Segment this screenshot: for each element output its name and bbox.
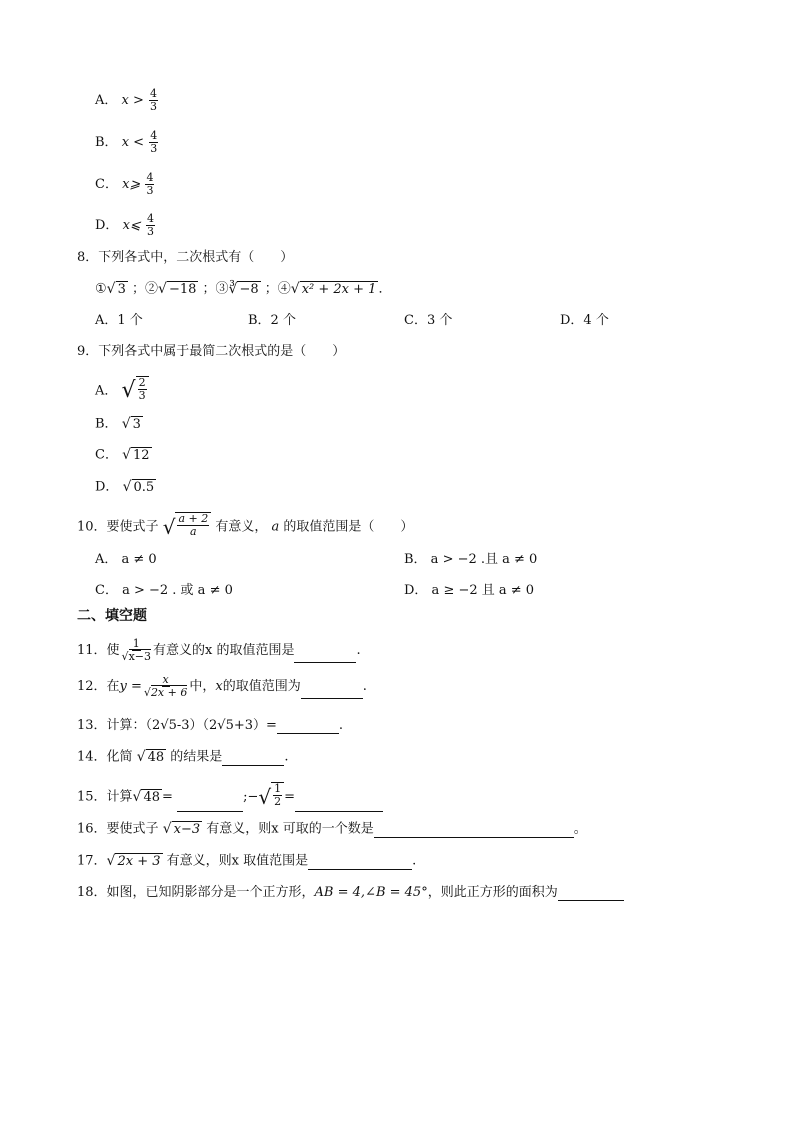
denominator: 3 [138, 389, 146, 402]
sqrt: √ 3 [121, 416, 141, 432]
fraction [149, 130, 158, 155]
q8-option-a: A．1 个 [95, 313, 143, 328]
period: . [356, 643, 361, 658]
variable: x [215, 679, 223, 694]
item-mark: ；② [132, 281, 159, 297]
q8-items [95, 281, 391, 298]
fraction [149, 88, 158, 113]
q9-option-c [95, 447, 152, 464]
option-expr: x⩾ [122, 177, 141, 192]
stem-text: 10．要使式子 [77, 519, 159, 535]
option-expr: x < [121, 135, 145, 150]
option-expr: x⩽ [122, 218, 141, 233]
fraction [145, 172, 154, 197]
stem-text: 12．在 [77, 679, 120, 694]
stem-text: ，则此正方形的面积为 [427, 885, 558, 900]
q7-option-a [95, 88, 159, 113]
option-letter: D． [95, 218, 119, 233]
numerator: a + 2 [178, 512, 209, 525]
radicand: x² + 2x + 1 [301, 282, 377, 297]
option-letter: B． [95, 135, 118, 150]
numerator: 4 [150, 87, 158, 100]
option-letter: C． [95, 177, 118, 192]
answer-blank[interactable] [558, 887, 624, 901]
denominator: 3 [146, 184, 154, 197]
sqrt: √ x² + 2x + 1 [290, 281, 377, 297]
fraction [121, 638, 152, 663]
denominator: 3 [150, 100, 158, 113]
item-mark: ；④ [264, 281, 291, 297]
sqrt: √ $\frac{2}{3}$ [122, 376, 149, 406]
q18 [77, 885, 624, 901]
period: 。 [573, 821, 587, 837]
denominator: a [190, 525, 197, 538]
answer-blank[interactable] [222, 752, 284, 766]
answer-blank[interactable] [294, 649, 356, 663]
period: . [284, 749, 289, 765]
cube-root: ∛ −8 [228, 281, 259, 297]
q8-option-b: B．2 个 [248, 313, 296, 328]
q10-option-b: B． a > −2 .且 a ≠ 0 [404, 552, 538, 567]
numerator: 4 [146, 212, 154, 225]
q17 [77, 853, 416, 870]
radicand: 3 [117, 282, 126, 297]
fraction [177, 513, 209, 538]
q10-option-d: D． a ≥ −2 且 a ≠ 0 [404, 583, 535, 598]
denominator: 3 [146, 225, 154, 238]
equals: = [284, 789, 295, 805]
sqrt: √ 3 [106, 281, 126, 297]
option-letter: A． [95, 383, 118, 399]
sqrt: √ 48 [136, 749, 165, 765]
period: . [362, 679, 367, 694]
q7-option-c [95, 172, 155, 197]
option-letter: D． [95, 479, 119, 495]
answer-blank[interactable] [177, 798, 243, 812]
radicand: x−3 [173, 822, 201, 837]
numerator: 4 [146, 171, 154, 184]
denominator: √2x + 6 [143, 686, 188, 699]
q12 [77, 674, 367, 699]
stem-text: 有意义，则x 取值范围是 [166, 853, 309, 869]
separator: ;− [243, 789, 259, 805]
q10-option-a: A． a ≠ 0 [95, 552, 157, 567]
numerator: 4 [150, 129, 158, 142]
sqrt: √ $\frac{1}{2}$ [258, 782, 284, 812]
period: . [338, 718, 344, 733]
answer-blank[interactable] [301, 685, 363, 699]
q10-option-c: C． a > −2 . 或 a ≠ 0 [95, 583, 233, 598]
q9-stem: 9．下列各式中属于最简二次根式的是（ ） [77, 344, 346, 359]
period: ． [378, 281, 392, 297]
radicand: 12 [133, 448, 150, 463]
section-title: 二、填空题 [77, 608, 147, 624]
option-expr: x > [121, 93, 144, 108]
radicand: 48 [143, 790, 161, 805]
radicand: −18 [168, 282, 197, 297]
radicand: 2x + 3 [117, 854, 161, 869]
q10-stem [77, 512, 413, 542]
numerator: 1 [132, 637, 140, 650]
denominator: √x−3 [121, 650, 151, 663]
sqrt: √ x−3 [162, 821, 201, 837]
item-mark: ；③ [202, 281, 229, 297]
numerator: 2 [138, 376, 146, 389]
fraction [143, 674, 188, 699]
sqrt: √ 48 [132, 789, 161, 805]
q7-option-b [95, 130, 159, 155]
radicand: 3 [132, 417, 141, 432]
answer-blank[interactable] [308, 856, 412, 870]
option-letter: B． [95, 416, 118, 432]
math-expr: AB = 4,∠B = 45° [314, 885, 428, 900]
q13 [77, 718, 343, 734]
fraction [273, 783, 282, 808]
answer-blank[interactable] [295, 798, 383, 812]
variable: a [271, 519, 280, 535]
q7-option-d [95, 213, 156, 238]
stem-text: 18．如图，已知阴影部分是一个正方形， [77, 885, 315, 900]
item-mark: ① [95, 281, 107, 297]
q14 [77, 749, 288, 766]
q11 [77, 638, 361, 663]
stem-text: 的取值范围为 [222, 679, 301, 694]
fraction [146, 213, 155, 238]
q15 [77, 782, 383, 812]
equals: = [162, 789, 173, 805]
q8-option-c: C．3 个 [404, 313, 453, 328]
option-letter: C． [95, 447, 118, 463]
option-letter: A． [95, 93, 118, 108]
stem-text: 有意义， [215, 519, 268, 535]
stem-text: 13．计算：（2√5-3）（2√5+3）= [77, 718, 277, 733]
denominator: 3 [150, 142, 158, 155]
sqrt: √ 2x + 3 [106, 853, 161, 869]
stem-text: 有意义，则x 可取的一个数是 [206, 821, 374, 837]
sqrt: √ $\frac{a + 2}{a}$ [163, 512, 212, 542]
sqrt: √ 12 [122, 447, 150, 463]
q9-option-d [95, 479, 156, 496]
stem-text: 16．要使式子 [77, 821, 159, 837]
answer-blank[interactable] [374, 824, 574, 838]
stem-text: 17． [77, 853, 107, 869]
stem-text: 15．计算 [77, 789, 133, 805]
radicand: −8 [239, 282, 259, 297]
q8-option-d: D．4 个 [560, 313, 609, 328]
sqrt: √ −18 [158, 281, 197, 297]
sqrt: √ 0.5 [122, 479, 155, 495]
q9-option-a [95, 376, 149, 406]
radicand: 0.5 [133, 480, 155, 495]
numerator: 1 [274, 782, 282, 795]
denominator: 2 [274, 795, 282, 808]
stem-text: 11．使 [77, 643, 120, 658]
period: . [412, 853, 417, 869]
numerator: x [162, 673, 169, 686]
radicand: 48 [147, 750, 165, 765]
math-expr: y = [119, 679, 142, 694]
q8-stem: 8．下列各式中，二次根式有（ ） [77, 250, 294, 265]
stem-text: 的结果是 [170, 749, 223, 765]
stem-text: 14．化简 [77, 749, 133, 765]
q16 [77, 821, 587, 838]
stem-text: 的取值范围是（ ） [283, 519, 414, 535]
answer-blank[interactable] [277, 720, 339, 734]
q9-option-b [95, 416, 143, 433]
stem-text: 中， [189, 679, 216, 694]
fraction [138, 377, 147, 402]
stem-text: 有意义的x 的取值范围是 [152, 643, 295, 658]
